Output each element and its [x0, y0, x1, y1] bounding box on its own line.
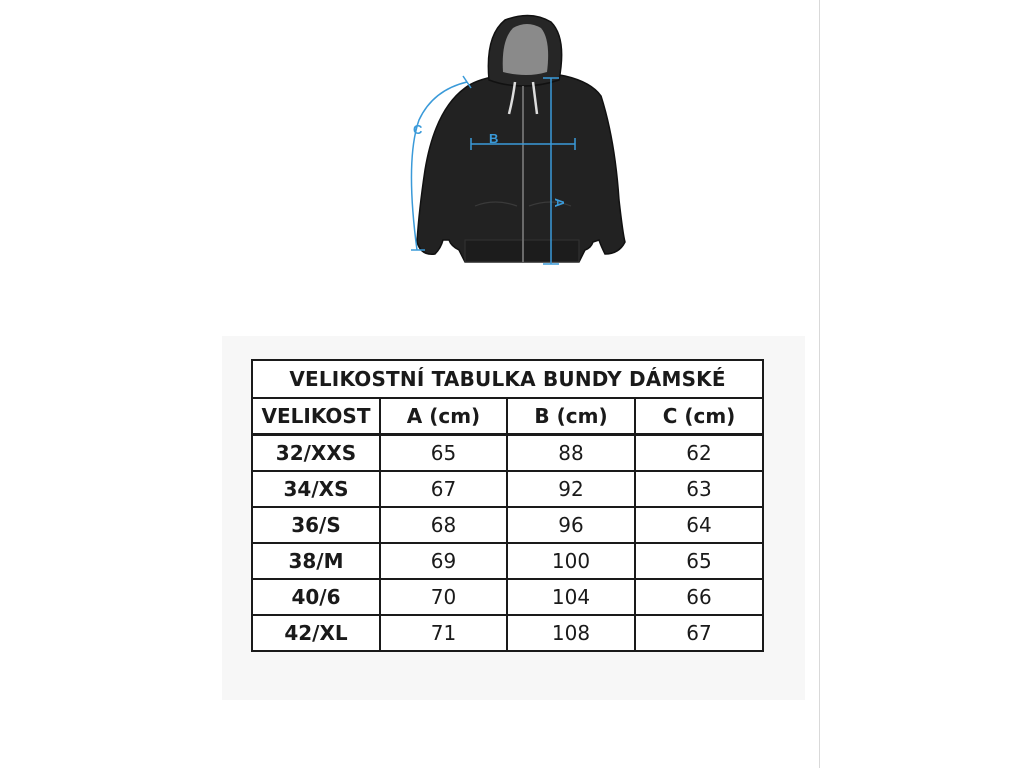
value-a-cell: 65 — [380, 435, 507, 472]
value-a-cell: 68 — [380, 507, 507, 543]
value-a-cell: 70 — [380, 579, 507, 615]
value-b-cell: 104 — [507, 579, 635, 615]
table-header-row — [252, 398, 763, 435]
column-header-a: A (cm) — [380, 398, 507, 435]
value-b-cell: 100 — [507, 543, 635, 579]
hoodie-icon — [405, 10, 635, 272]
value-b-cell: 96 — [507, 507, 635, 543]
value-c-cell: 67 — [635, 615, 763, 651]
value-c-cell: 65 — [635, 543, 763, 579]
measure-label-c: C — [413, 122, 423, 137]
size-cell: 38/M — [252, 543, 380, 579]
size-cell: 40/6 — [252, 579, 380, 615]
value-a-cell: 69 — [380, 543, 507, 579]
value-a-cell: 67 — [380, 471, 507, 507]
measure-label-b: B — [489, 131, 499, 146]
column-header-c: C (cm) — [635, 398, 763, 435]
table-row — [252, 615, 763, 651]
hoodie-measurement-diagram — [405, 10, 635, 272]
value-a-cell: 71 — [380, 615, 507, 651]
table-row — [252, 471, 763, 507]
value-c-cell: 66 — [635, 579, 763, 615]
size-cell: 36/S — [252, 507, 380, 543]
value-c-cell: 62 — [635, 435, 763, 472]
table-row — [252, 435, 763, 472]
measure-label-a: A — [552, 198, 567, 208]
size-chart-table — [251, 359, 764, 652]
table-row — [252, 579, 763, 615]
column-header-size: VELIKOST — [252, 398, 380, 435]
size-cell: 42/XL — [252, 615, 380, 651]
vertical-divider-line — [819, 0, 820, 768]
table-title: VELIKOSTNÍ TABULKA BUNDY DÁMSKÉ — [252, 360, 763, 398]
size-cell: 32/XXS — [252, 435, 380, 472]
value-c-cell: 64 — [635, 507, 763, 543]
table-row — [252, 543, 763, 579]
value-c-cell: 63 — [635, 471, 763, 507]
table-title-row — [252, 360, 763, 398]
value-b-cell: 108 — [507, 615, 635, 651]
value-b-cell: 92 — [507, 471, 635, 507]
column-header-b: B (cm) — [507, 398, 635, 435]
size-cell: 34/XS — [252, 471, 380, 507]
table-row — [252, 507, 763, 543]
value-b-cell: 88 — [507, 435, 635, 472]
